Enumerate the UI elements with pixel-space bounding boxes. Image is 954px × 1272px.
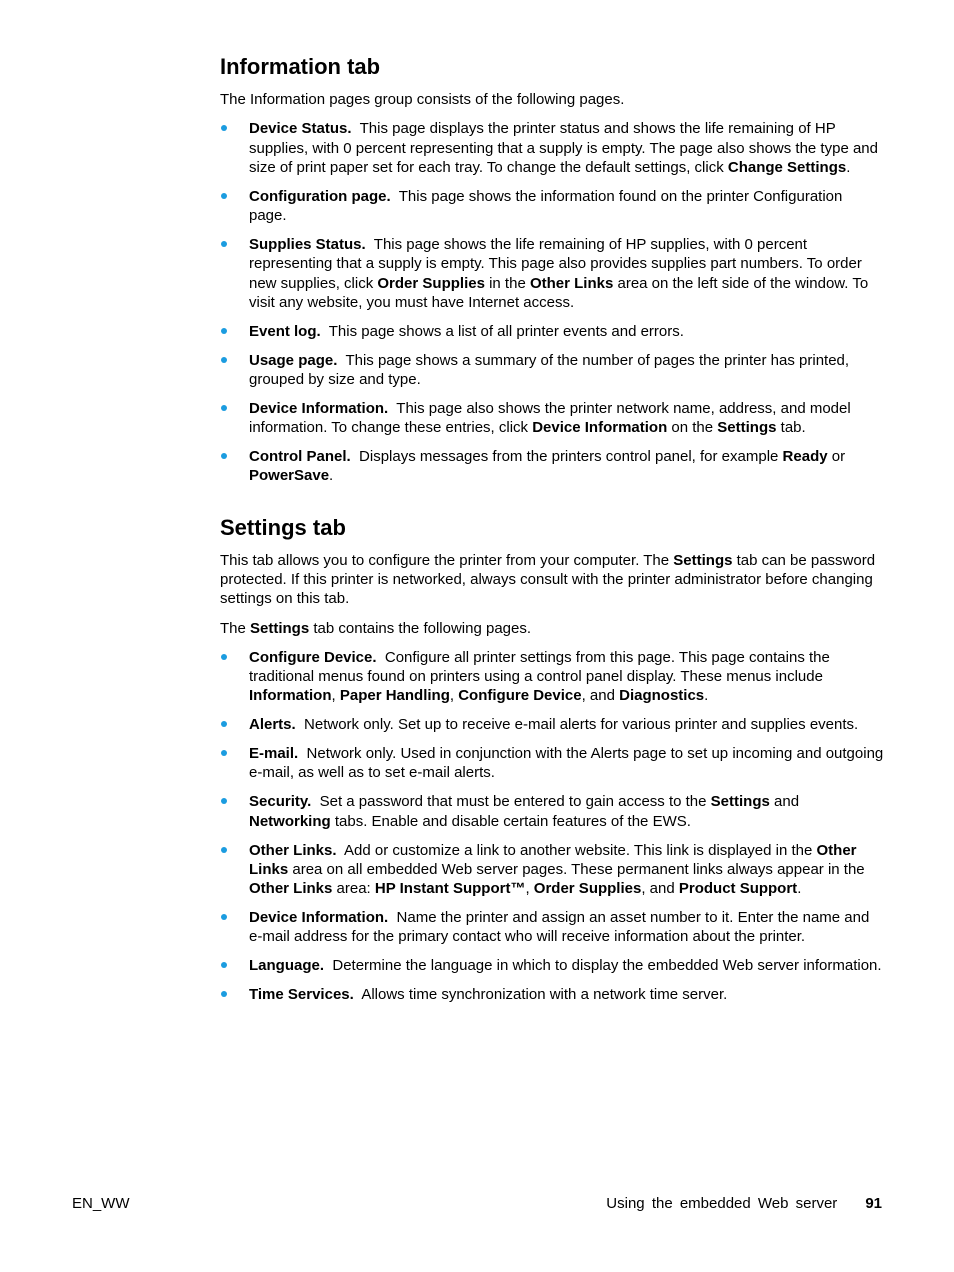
item-term: Alerts. — [249, 716, 296, 734]
bold-term: Change Settings — [727, 158, 847, 176]
footer-right — [606, 1194, 882, 1213]
text-run: The — [220, 619, 251, 637]
item-term: Security. — [249, 793, 312, 811]
bold-term: Settings — [250, 619, 310, 637]
item-term: E-mail. — [249, 745, 299, 763]
item-term: Usage page. — [249, 351, 338, 369]
text-run: This page also shows the printer network name, address, and model information. To change these entries, click — [249, 399, 851, 437]
text-run: . — [704, 687, 709, 705]
list-item — [220, 908, 884, 947]
bold-term: Networking — [249, 812, 331, 830]
text-run: Allows time synchronization with a network time server. — [361, 986, 728, 1004]
bullet-icon — [221, 914, 227, 920]
text-run: This tab allows you to configure the printer from your computer. The — [220, 551, 674, 569]
bold-term: Settings — [710, 793, 770, 811]
bullet-icon — [221, 798, 227, 804]
bullet-icon — [221, 241, 227, 247]
text-run: Determine the language in which to display the embedded Web server information. — [332, 957, 882, 975]
bullet-icon — [221, 453, 227, 459]
text-run: on the — [667, 419, 718, 437]
bold-term: Settings — [673, 551, 733, 569]
list-item — [220, 841, 884, 899]
list-item — [220, 235, 884, 312]
list-item — [220, 744, 884, 783]
settings-contents-paragraph — [220, 619, 884, 638]
list-item — [220, 322, 884, 341]
text-run: This page shows the life remaining of HP supplies, with 0 percent representing that a supply is empty. This page also provides supplies part numbers. To order new supplies, click — [249, 235, 862, 292]
text-run: Name the printer and assign an asset number to it. Enter the name and e-mail address for the primary contact who will receive information about the printer. — [249, 909, 870, 946]
item-term: Configure Device. — [249, 648, 377, 666]
text-run: , — [449, 687, 459, 705]
text-run: . — [797, 880, 802, 898]
text-run: tabs. Enable and disable certain features of the EWS. — [330, 812, 691, 830]
item-term: Time Services. — [249, 986, 354, 1004]
text-run: Displays messages from the printers control panel, for example — [359, 448, 783, 466]
text-run: in the — [484, 274, 530, 292]
text-run: Set a password that must be entered to gain access to the — [319, 793, 711, 811]
item-term: Device Information. — [249, 399, 389, 417]
text-run: . — [846, 158, 851, 176]
info-intro-paragraph: The Information pages group consists of the following pages. — [220, 91, 625, 108]
item-term: Control Panel. — [249, 448, 351, 466]
text-run: This page shows a list of all printer events and errors. — [328, 322, 684, 340]
bold-term: Order Supplies — [377, 274, 485, 292]
footer-section-title: Using the embedded Web server — [606, 1195, 838, 1212]
text-run: or — [827, 448, 846, 466]
info-tab-heading: Information tab — [220, 54, 381, 79]
list-item — [220, 187, 884, 226]
bold-term: Configure Device — [458, 687, 582, 705]
text-run: tab. — [776, 419, 806, 437]
bold-term: PowerSave — [249, 467, 330, 485]
text-run: Configure all printer settings from this page. This page contains the traditional menus found on printers using a control panel display. These menus include — [249, 648, 830, 686]
bullet-icon — [221, 991, 227, 997]
bold-term: Device Information — [532, 419, 668, 437]
text-run: This page shows the information found on the printer Configuration page. — [249, 187, 843, 225]
list-item — [220, 399, 884, 438]
bullet-icon — [221, 721, 227, 727]
bold-term: Other Links — [249, 880, 333, 898]
item-term: Device Information. — [249, 909, 389, 927]
settings-intro-paragraph — [220, 551, 884, 609]
bold-term: Order Supplies — [533, 880, 642, 898]
item-term: Other Links. — [249, 841, 337, 859]
text-run: tab can be password protected. If this printer is networked, always consult with the printer administrator before changing settings on this tab. — [220, 551, 876, 608]
list-item — [220, 715, 884, 734]
list-item — [220, 985, 884, 1004]
settings-pages-list — [220, 648, 884, 1005]
list-item — [220, 792, 884, 831]
bold-term: Ready — [782, 448, 828, 466]
page-content — [220, 53, 884, 1014]
list-item — [220, 956, 884, 975]
text-run: Network only. Used in conjunction with the Alerts page to set up incoming and outgoing e-mail, as well as to set e-mail alerts. — [249, 745, 884, 782]
settings-tab-heading: Settings tab — [220, 514, 346, 540]
text-run: area on the left side of the window. To visit any website, you must have Internet access. — [249, 274, 869, 311]
bullet-icon — [221, 962, 227, 968]
item-term: Device Status. — [249, 120, 352, 138]
text-run: Add or customize a link to another website. This link is displayed in the — [344, 841, 817, 859]
text-run: area: — [332, 880, 375, 898]
text-run: This page shows a summary of the number of pages the printer has printed, grouped by size and type. — [249, 351, 850, 388]
bullet-icon — [221, 750, 227, 756]
text-run: , and — [581, 687, 620, 705]
text-run: , — [331, 687, 340, 705]
text-run: tab contains the following pages. — [309, 619, 532, 637]
item-term: Language. — [249, 957, 325, 975]
page-number: 91 — [865, 1195, 882, 1212]
text-run: area on all embedded Web server pages. These permanent links always appear in the — [288, 860, 865, 878]
footer-edition: EN_WW — [72, 1195, 130, 1212]
bold-term: Other Links — [529, 274, 614, 292]
item-term: Event log. — [249, 322, 321, 340]
bold-term: Paper Handling — [339, 687, 450, 705]
info-pages-list — [220, 119, 884, 485]
bullet-icon — [221, 125, 227, 131]
text-run: This page displays the printer status and shows the life remaining of HP supplies, with 0 percent representing that a supply is empty. The page also shows the type and size of print paper set for each tray. To change the default settings, click — [249, 120, 878, 176]
bold-term: Other Links — [249, 841, 857, 878]
bullet-icon — [221, 405, 227, 411]
bullet-icon — [221, 193, 227, 199]
item-term: Configuration page. — [249, 187, 391, 205]
text-run: Network only. Set up to receive e-mail alerts for various printer and supplies events. — [304, 716, 859, 734]
item-term: Supplies Status. — [249, 235, 366, 253]
list-item — [220, 648, 884, 706]
list-item — [220, 119, 884, 177]
bold-term: Diagnostics — [619, 687, 705, 705]
list-item — [220, 351, 884, 390]
text-run: , and — [641, 880, 679, 898]
bullet-icon — [221, 847, 227, 853]
text-run: . — [329, 467, 334, 485]
bullet-icon — [221, 357, 227, 363]
bold-term: HP Instant Support™ — [374, 880, 526, 898]
list-item — [220, 447, 884, 486]
bold-term: Information — [249, 687, 332, 705]
text-run: and — [769, 793, 800, 811]
bullet-icon — [221, 654, 227, 660]
bullet-icon — [221, 328, 227, 334]
bold-term: Product Support — [678, 880, 798, 898]
text-run: , — [525, 880, 534, 898]
bold-term: Settings — [717, 419, 777, 437]
